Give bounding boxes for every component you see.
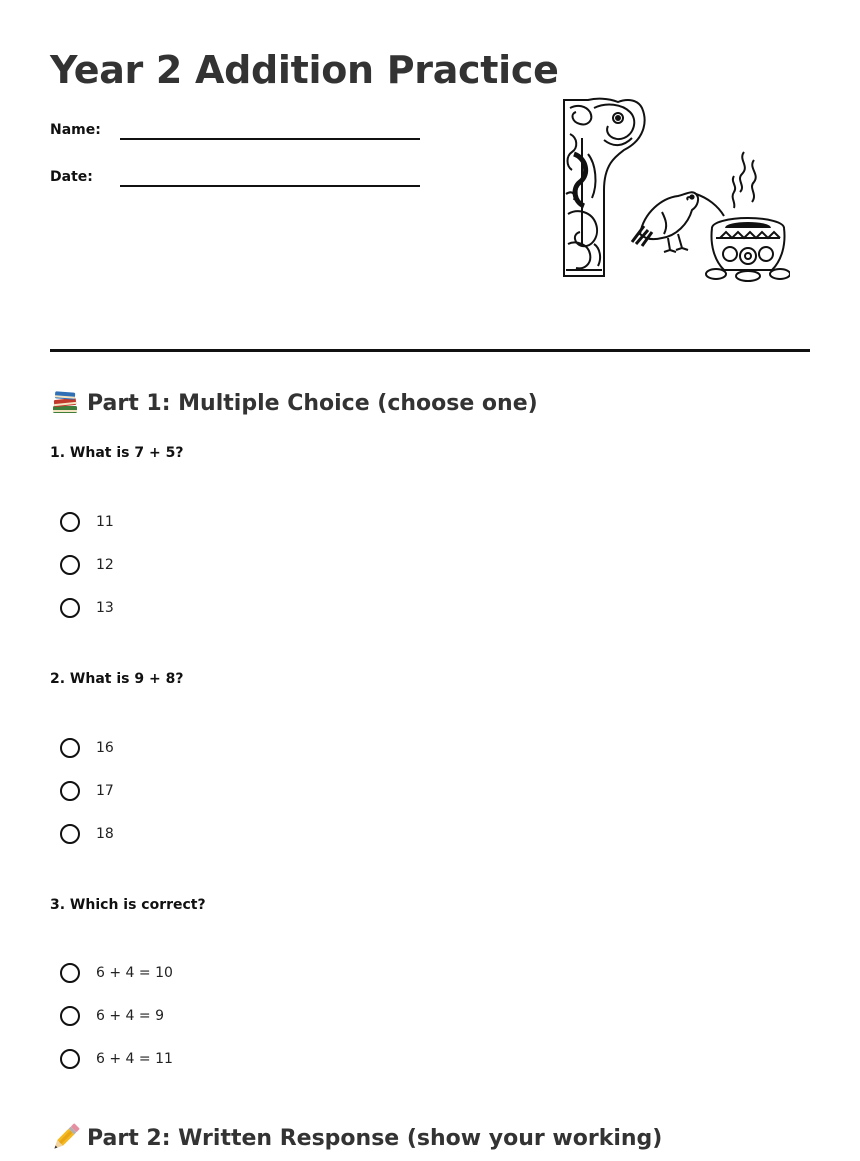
q2-option-1[interactable]: [60, 735, 114, 761]
radio-button[interactable]: [60, 824, 80, 844]
q3-option-2[interactable]: [60, 1003, 164, 1029]
radio-button[interactable]: [60, 781, 80, 801]
radio-button[interactable]: [60, 555, 80, 575]
pencil-icon: [50, 1123, 80, 1153]
date-input-line[interactable]: [120, 185, 420, 187]
radio-button[interactable]: [60, 738, 80, 758]
radio-button[interactable]: [60, 963, 80, 983]
option-label: 6 + 4 = 9: [96, 1008, 164, 1024]
option-label: 11: [96, 514, 114, 530]
radio-button[interactable]: [60, 598, 80, 618]
date-label: Date:: [50, 169, 93, 185]
page-title: Year 2 Addition Practice: [50, 48, 559, 92]
date-field[interactable]: [50, 169, 420, 197]
option-label: 12: [96, 557, 114, 573]
section-divider: [50, 349, 810, 352]
q1-option-3[interactable]: [60, 595, 114, 621]
maori-illustration: [558, 94, 790, 282]
option-label: 13: [96, 600, 114, 616]
kiwi-bird-icon: [632, 192, 724, 252]
books-icon: [50, 388, 80, 418]
q2-option-2[interactable]: [60, 778, 114, 804]
radio-button[interactable]: [60, 1006, 80, 1026]
part1-heading-text: Part 1: Multiple Choice (choose one): [87, 390, 538, 416]
steaming-pot-icon: [706, 152, 790, 281]
name-input-line[interactable]: [120, 138, 420, 140]
q2-option-3[interactable]: [60, 821, 114, 847]
name-label: Name:: [50, 122, 101, 138]
q1-option-2[interactable]: [60, 552, 114, 578]
q3-option-3[interactable]: [60, 1046, 173, 1072]
part2-heading: [50, 1123, 662, 1153]
option-label: 16: [96, 740, 114, 756]
option-label: 18: [96, 826, 114, 842]
part1-heading: [50, 388, 538, 418]
question-2: 2. What is 9 + 8?: [50, 671, 184, 687]
option-label: 6 + 4 = 10: [96, 965, 173, 981]
option-label: 6 + 4 = 11: [96, 1051, 173, 1067]
q1-option-1[interactable]: [60, 509, 114, 535]
radio-button[interactable]: [60, 512, 80, 532]
radio-button[interactable]: [60, 1049, 80, 1069]
carved-pou-icon: [564, 99, 645, 276]
question-1: 1. What is 7 + 5?: [50, 445, 184, 461]
q3-option-1[interactable]: [60, 960, 173, 986]
name-field[interactable]: [50, 122, 420, 150]
part2-heading-text: Part 2: Written Response (show your working): [87, 1125, 663, 1151]
question-3: 3. Which is correct?: [50, 897, 206, 913]
option-label: 17: [96, 783, 114, 799]
